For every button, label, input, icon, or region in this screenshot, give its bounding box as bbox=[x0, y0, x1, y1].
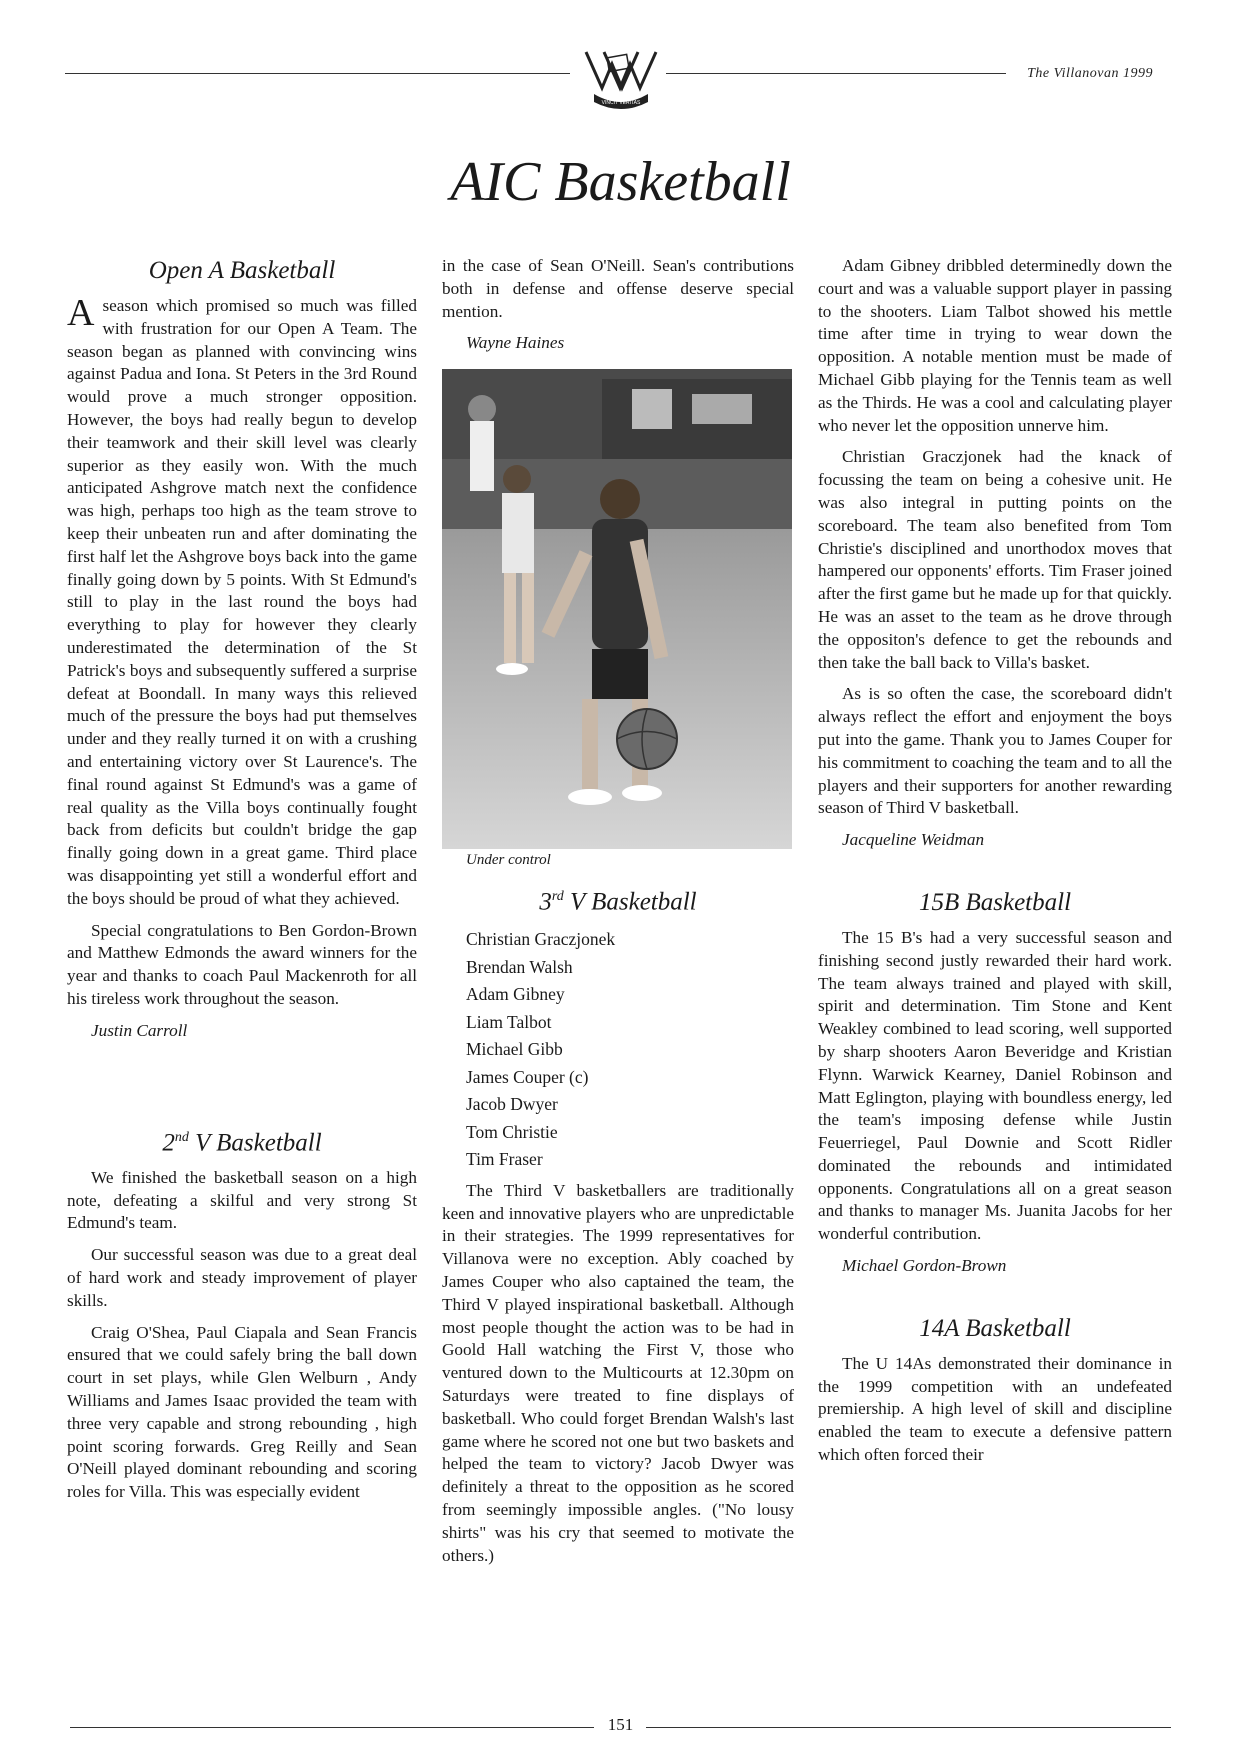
roster-item: Tim Fraser bbox=[466, 1149, 543, 1170]
open-a-paragraph-1 bbox=[67, 292, 417, 911]
second-v-paragraph-4: in the case of Sean O'Neill. Sean's contributions both in defense and offense deserve special mention. bbox=[442, 256, 794, 321]
roster-item: Adam Gibney bbox=[466, 984, 565, 1005]
roster-item: Christian Graczjonek bbox=[466, 929, 616, 950]
roster-item: Jacob Dwyer bbox=[466, 1094, 558, 1115]
column-1 bbox=[67, 255, 417, 1513]
drop-cap: A bbox=[67, 292, 95, 334]
basketball-photo bbox=[442, 369, 792, 849]
column-3 bbox=[818, 255, 1172, 1476]
header-rule-right bbox=[666, 73, 1006, 74]
open-a-byline: Justin Carroll bbox=[91, 1020, 188, 1040]
a14-heading: 14A Basketball bbox=[919, 1314, 1071, 1342]
third-v-paragraph-4: As is so often the case, the scoreboard didn't always reflect the effort and enjoyment the boys put into the game. Thank you to James Couper for his commitment to coaching the team and to all the players and their supporters for another rewarding season of Third V basketball. bbox=[818, 684, 1172, 818]
open-a-heading: Open A Basketball bbox=[148, 257, 336, 284]
header-rule-left bbox=[65, 73, 570, 74]
second-v-byline: Wayne Haines bbox=[466, 333, 565, 353]
open-a-paragraph-2: Special congratulations to Ben Gordon-Brown and Matthew Edmonds the award winners for the year and thanks to coach Paul Mackenroth for all his tireless work throughout the season. bbox=[67, 920, 417, 1008]
villanova-logo bbox=[580, 44, 662, 114]
second-v-heading-sup: nd bbox=[174, 1129, 189, 1145]
third-v-paragraph-3: Christian Graczjonek had the knack of focussing the team on being a cohesive unit. He was also integral in putting points on the scoreboard. The team also benefited from Tom Christie's disciplined and unorthodox moves that hampered our opponents' efforts. Tim Fraser joined after the first game but he made up for that quickly. He was an asset to the team as he drove through the oppositon's defence to get the rebounds and then take the ball back to Villa's basket. bbox=[818, 447, 1172, 672]
logo-motto: VINCIT VERITAS bbox=[601, 100, 641, 106]
photo-caption: Under control bbox=[466, 852, 551, 869]
third-v-roster bbox=[466, 926, 794, 1174]
third-v-heading-sup: rd bbox=[551, 888, 564, 904]
third-v-heading bbox=[442, 881, 794, 918]
second-v-paragraph-1: We finished the basketball season on a high note, defeating a skilful and very strong St Edmund's team. bbox=[67, 1167, 417, 1233]
third-v-heading-rest: V Basketball bbox=[563, 888, 697, 916]
second-v-heading-num: 2 bbox=[162, 1128, 175, 1156]
third-v-paragraph-1: The Third V basketballers are traditionally keen and innovative players who are unpredictable in their strategies. The 1999 representatives for Villanova were no exception. Ably coached by James Couper who also captained the team, the Third V played inspirational basketball. Although most people thought the action was to be had in Goold Hall watching the First V, those who ventured down to the Multicourts at 12.30pm on Saturdays were treated to fine displays of basketball. Who could forget Brendan Walsh's last game where he scored not one but two baskets and helped the team to victory? Jacob Dwyer was definitely a threat to the opposition as he scored from seemingly impossible angles. ("No lousy shirts" was his cry that seemed to motivate the others.) bbox=[442, 1180, 794, 1565]
roster-item: James Couper (c) bbox=[466, 1066, 589, 1087]
roster-item: Liam Talbot bbox=[466, 1011, 552, 1032]
second-v-heading bbox=[67, 1122, 417, 1159]
roster-item: Brendan Walsh bbox=[466, 956, 573, 977]
third-v-byline: Jacqueline Weidman bbox=[842, 830, 985, 850]
roster-item: Tom Christie bbox=[466, 1121, 558, 1142]
running-title: The Villanovan 1999 bbox=[1027, 66, 1153, 81]
open-a-paragraph-1-text: season which promised so much was filled with frustration for our Open A Team. The season began as planned with convincing wins against Padua and Iona. St Peters in the 3rd Round would prove a much stronger opposition. However, the boys had really begun to develop their teamwork and their skill level was clearly superior as they easily won. With the much anticipated Ashgrove match next the confidence was high, perhaps too high as the team strove to keep their unbeaten run and after dominating the first half let the Ashgrove boys back into the game finally going down by 5 points. With St Edmund's still to play in the last round the boys had everything to play for however they clearly underestimated the determination of the St Patrick's boys and subsequently suffered a surprise defeat at Boondall. In many ways this relieved much of the pressure the boys had put themselves under and they really turned it on with a crushing and entertaining victory over St Laurence's. The final round against St Edmund's was a game of real quality as the Villa boys continually fought back from deficits but couldn't bridge the gap finally going down in a great game. Third place was disappointing yet still a wonderful effort and the boys should be proud of what they achieved. bbox=[67, 296, 417, 908]
second-v-paragraph-2: Our successful season was due to a great deal of hard work and steady improvement of player skills. bbox=[67, 1245, 417, 1310]
page-title: AIC Basketball bbox=[450, 151, 791, 213]
b15-paragraph-1: The 15 B's had a very successful season and finishing second justly rewarded their hard work. The team always trained and played with skill, spirit and determination. Tim Stone and Kent Weakley combined to lead scoring, well supported by sharp shooters Aaron Beveridge and Kristian Flynn. Warwick Kearney, Daniel Robinson and Matt Eglington, playing with boundless energy, led the team's imposing defense while Justin Feuerriegel, Paul Downie and Scott Ridler dominated the rebounds and intimidated opponents. Congratulations all on a great season and thanks to manager Ms. Juanita Jacobs for her wonderful contribution. bbox=[818, 927, 1172, 1244]
third-v-paragraph-2: Adam Gibney dribbled determinedly down the court and was a valuable support player in passing to the shooters. Liam Talbot showed his mettle time after time in trying to wear down the opposition. A notable mention must be made of Michael Gibb playing for the Tennis team as well as the Thirds. He was a cool and calculating player who never let the opposition unnerve him. bbox=[818, 256, 1172, 435]
column-2 bbox=[442, 255, 794, 1576]
page-number: 151 bbox=[607, 1715, 634, 1734]
third-v-heading-num: 3 bbox=[539, 888, 552, 916]
roster-item: Michael Gibb bbox=[466, 1039, 563, 1060]
a14-paragraph-1: The U 14As demonstrated their dominance in the 1999 competition with an undefeated premiership. A high level of skill and discipline enabled the team to execute a defensive pattern which often forced their bbox=[818, 1353, 1172, 1465]
second-v-paragraph-3: Craig O'Shea, Paul Ciapala and Sean Francis ensured that we could safely bring the ball down court in set plays, while Glen Welburn , Andy Williams and James Isaac provided the team with three very capable and strong rebounding , high point scoring forwards. Greg Reilly and Sean O'Neill played dominant rebounding and scoring roles for Villa. This was especially evident bbox=[67, 1322, 417, 1502]
second-v-heading-rest: V Basketball bbox=[188, 1128, 322, 1156]
b15-byline: Michael Gordon-Brown bbox=[842, 1256, 1007, 1276]
b15-heading: 15B Basketball bbox=[918, 888, 1072, 916]
